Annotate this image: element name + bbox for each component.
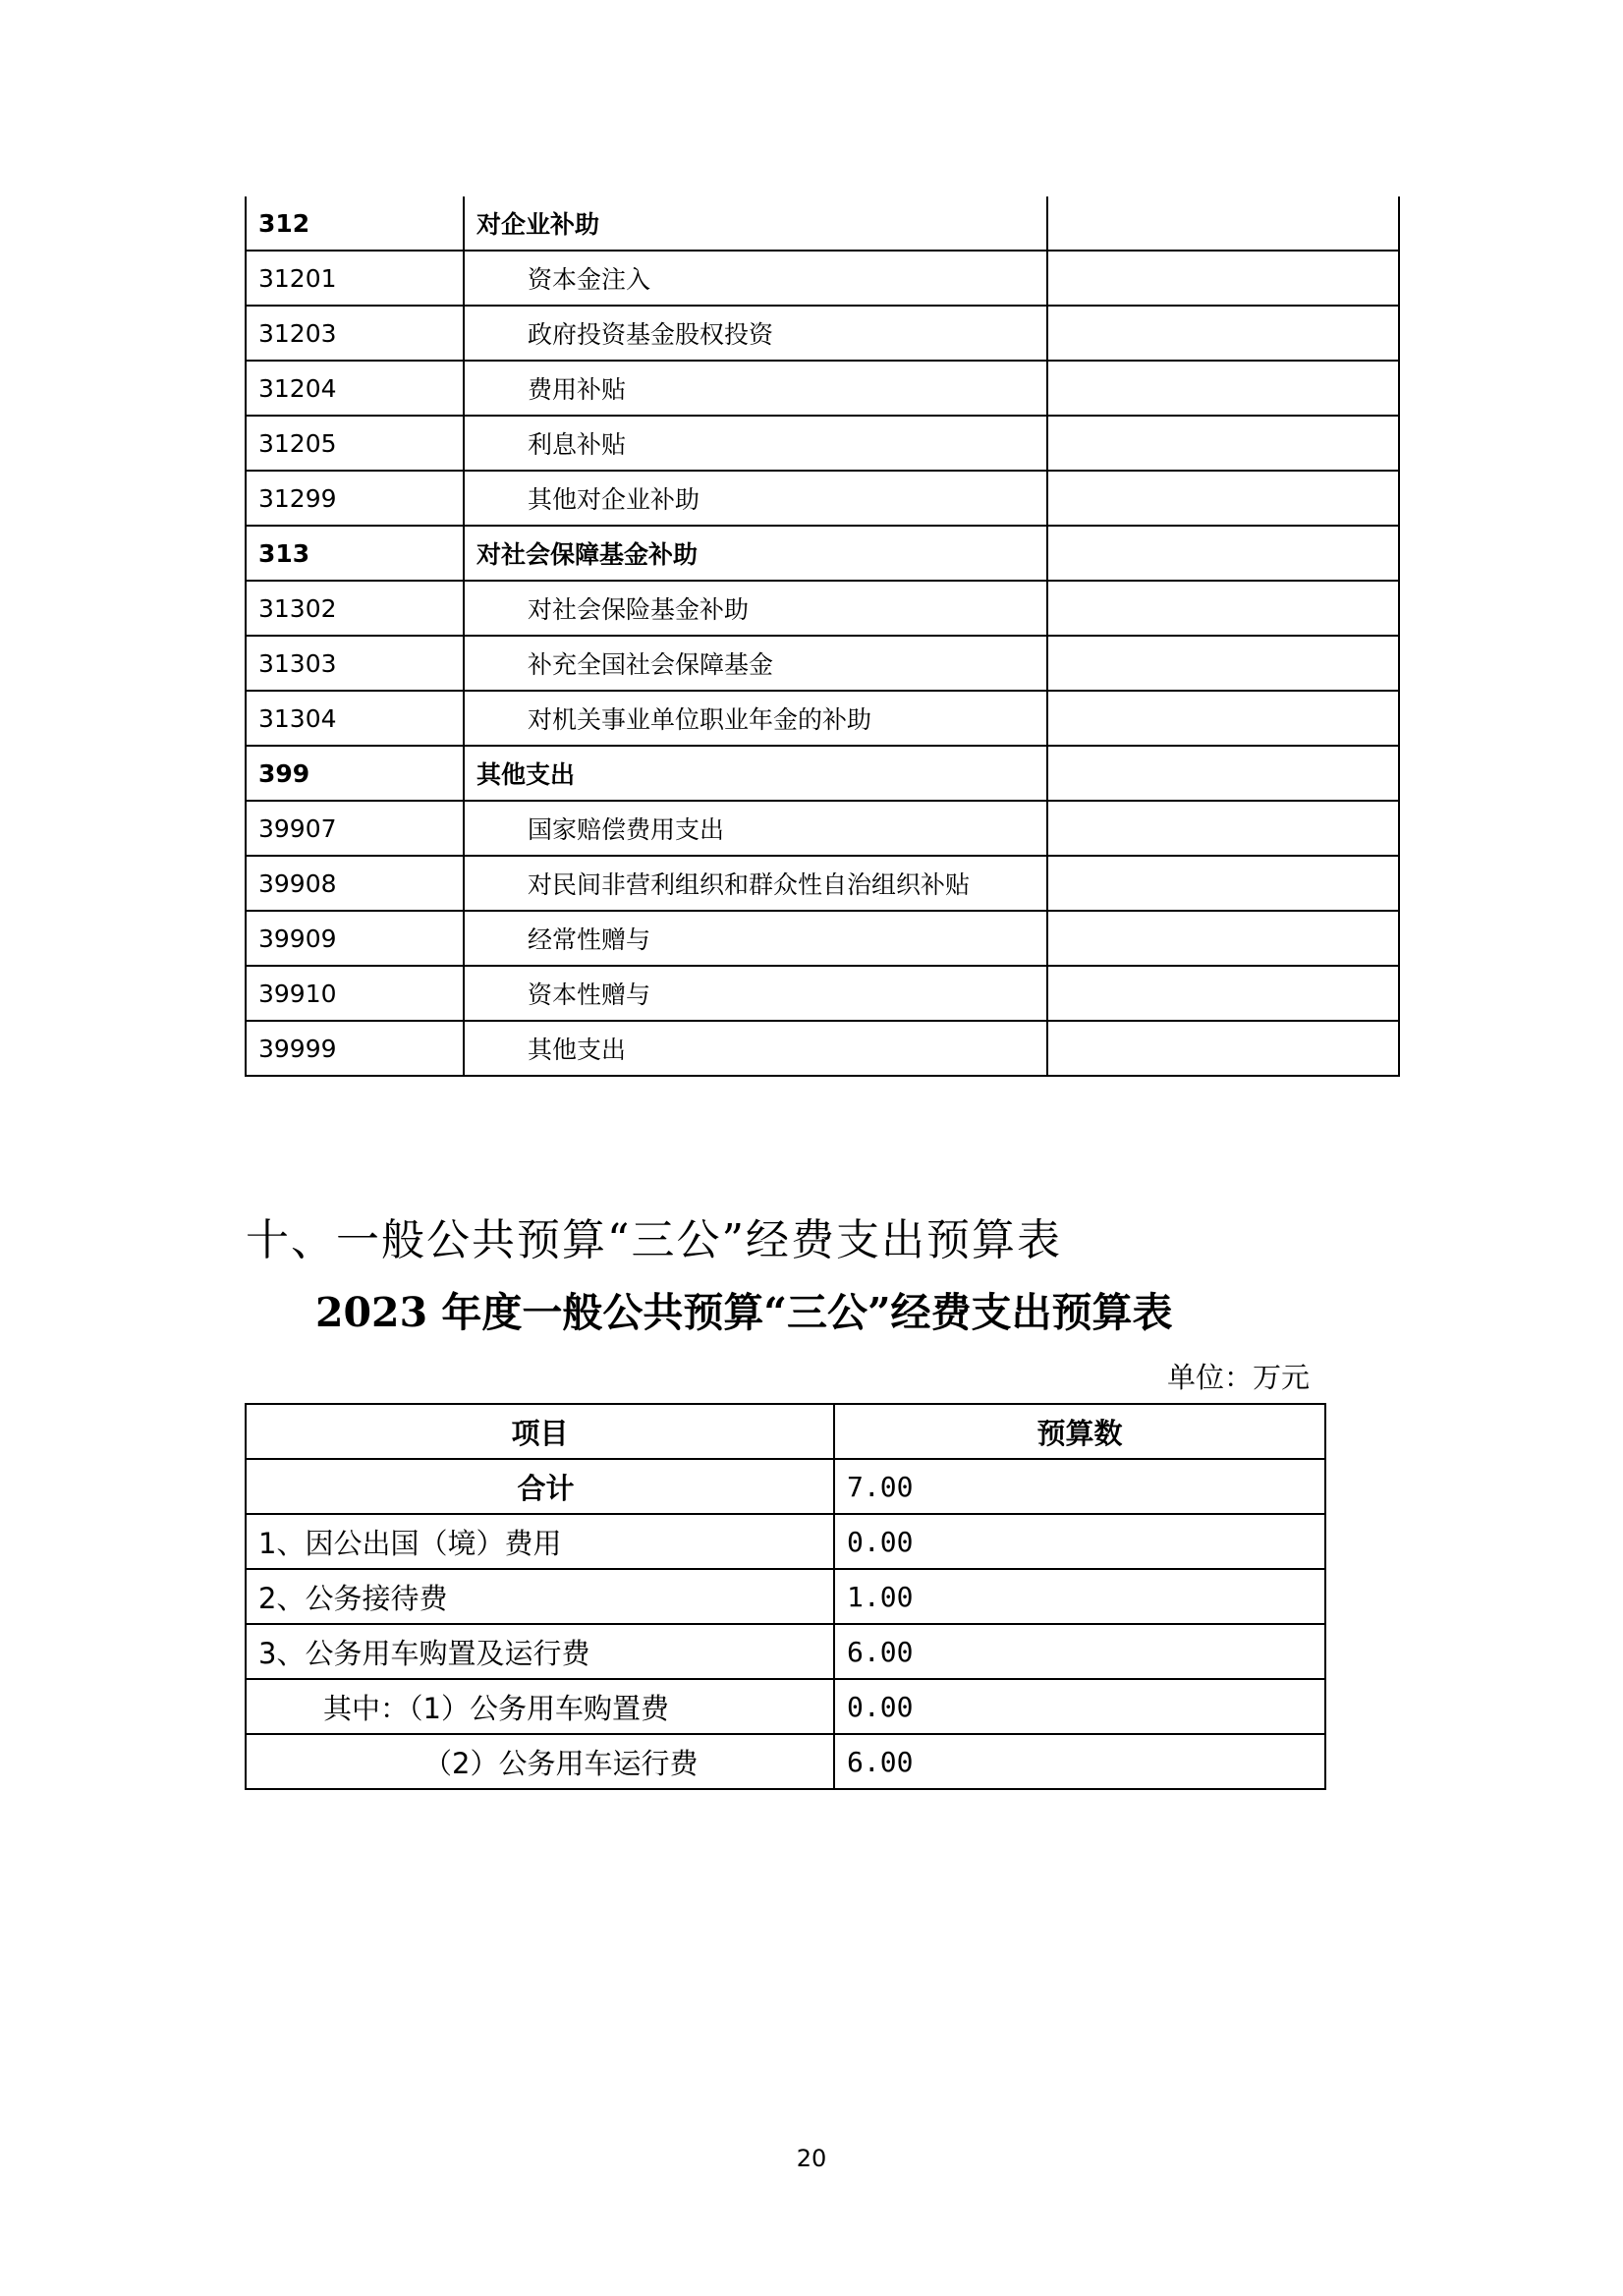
cell-name: 对民间非营利组织和群众性自治组织补贴 (464, 856, 1047, 911)
table-row (246, 636, 1399, 691)
cell-code: 39908 (246, 856, 464, 911)
cell-amount: 0.00 (834, 1514, 1325, 1569)
section-heading: 十、一般公共预算“三公”经费支出预算表 (246, 1215, 1062, 1265)
cell-value (1047, 306, 1399, 361)
cell-name: 资本金注入 (464, 251, 1047, 306)
cell-amount: 1.00 (834, 1569, 1325, 1624)
cell-value (1047, 526, 1399, 581)
cell-value (1047, 196, 1399, 251)
cell-name: 对企业补助 (464, 196, 1047, 251)
cell-name: 其他对企业补助 (464, 471, 1047, 526)
cell-name: 利息补贴 (464, 416, 1047, 471)
cell-value (1047, 966, 1399, 1021)
cell-value (1047, 471, 1399, 526)
cell-code: 312 (246, 196, 464, 251)
cell-code: 39999 (246, 1021, 464, 1076)
cell-name: 政府投资基金股权投资 (464, 306, 1047, 361)
cell-value (1047, 691, 1399, 746)
table-title: 2023 年度一般公共预算“三公”经费支出预算表 (315, 1289, 1173, 1336)
table-header-row (246, 1404, 1325, 1459)
cell-amount: 7.00 (834, 1459, 1325, 1514)
table-row (246, 306, 1399, 361)
cell-item: 其中：（1）公务用车购置费 (246, 1679, 834, 1734)
cell-code: 39907 (246, 801, 464, 856)
cell-code: 31205 (246, 416, 464, 471)
cell-value (1047, 856, 1399, 911)
cell-code: 31299 (246, 471, 464, 526)
cell-amount: 6.00 (834, 1624, 1325, 1679)
table-row (246, 471, 1399, 526)
cell-value (1047, 1021, 1399, 1076)
cell-name: 国家赔偿费用支出 (464, 801, 1047, 856)
economic-classification-table (245, 196, 1400, 1077)
three-public-expenses-table (245, 1403, 1326, 1790)
cell-name: 对社会保障基金补助 (464, 526, 1047, 581)
table-row (246, 1569, 1325, 1624)
table-row (246, 746, 1399, 801)
cell-code: 31303 (246, 636, 464, 691)
table-row (246, 1514, 1325, 1569)
table-row (246, 416, 1399, 471)
table-row (246, 1021, 1399, 1076)
cell-item: 2、公务接待费 (246, 1569, 834, 1624)
cell-code: 39909 (246, 911, 464, 966)
table-row (246, 361, 1399, 416)
cell-code: 31201 (246, 251, 464, 306)
page-number: 20 (796, 2145, 827, 2172)
cell-value (1047, 746, 1399, 801)
table-row (246, 251, 1399, 306)
cell-value (1047, 361, 1399, 416)
cell-value (1047, 801, 1399, 856)
table-row (246, 1679, 1325, 1734)
cell-name: 其他支出 (464, 746, 1047, 801)
cell-name: 对机关事业单位职业年金的补助 (464, 691, 1047, 746)
cell-value (1047, 581, 1399, 636)
cell-value (1047, 911, 1399, 966)
cell-item: 3、公务用车购置及运行费 (246, 1624, 834, 1679)
table-row (246, 801, 1399, 856)
cell-code: 39910 (246, 966, 464, 1021)
cell-name: 费用补贴 (464, 361, 1047, 416)
table-row (246, 1624, 1325, 1679)
cell-value (1047, 636, 1399, 691)
header-item: 项目 (246, 1404, 834, 1459)
economic-classification-body (246, 196, 1399, 1076)
cell-name: 经常性赠与 (464, 911, 1047, 966)
table-row (246, 966, 1399, 1021)
cell-value (1047, 416, 1399, 471)
cell-item: 1、因公出国（境）费用 (246, 1514, 834, 1569)
table-row (246, 526, 1399, 581)
cell-item: 合计 (246, 1459, 834, 1514)
cell-code: 31203 (246, 306, 464, 361)
table-row (246, 691, 1399, 746)
table-row (246, 1734, 1325, 1789)
cell-code: 31304 (246, 691, 464, 746)
cell-amount: 0.00 (834, 1679, 1325, 1734)
cell-code: 399 (246, 746, 464, 801)
cell-amount: 6.00 (834, 1734, 1325, 1789)
cell-code: 31204 (246, 361, 464, 416)
cell-name: 补充全国社会保障基金 (464, 636, 1047, 691)
cell-name: 其他支出 (464, 1021, 1047, 1076)
cell-code: 31302 (246, 581, 464, 636)
cell-item: （2）公务用车运行费 (246, 1734, 834, 1789)
cell-name: 对社会保险基金补助 (464, 581, 1047, 636)
cell-name: 资本性赠与 (464, 966, 1047, 1021)
header-amount: 预算数 (834, 1404, 1325, 1459)
cell-value (1047, 251, 1399, 306)
unit-label: 单位：万元 (1166, 1361, 1310, 1394)
table-row (246, 911, 1399, 966)
table-row (246, 196, 1399, 251)
table-row (246, 1459, 1325, 1514)
table-row (246, 856, 1399, 911)
table-row (246, 581, 1399, 636)
cell-code: 313 (246, 526, 464, 581)
three-public-expenses-body (246, 1459, 1325, 1789)
